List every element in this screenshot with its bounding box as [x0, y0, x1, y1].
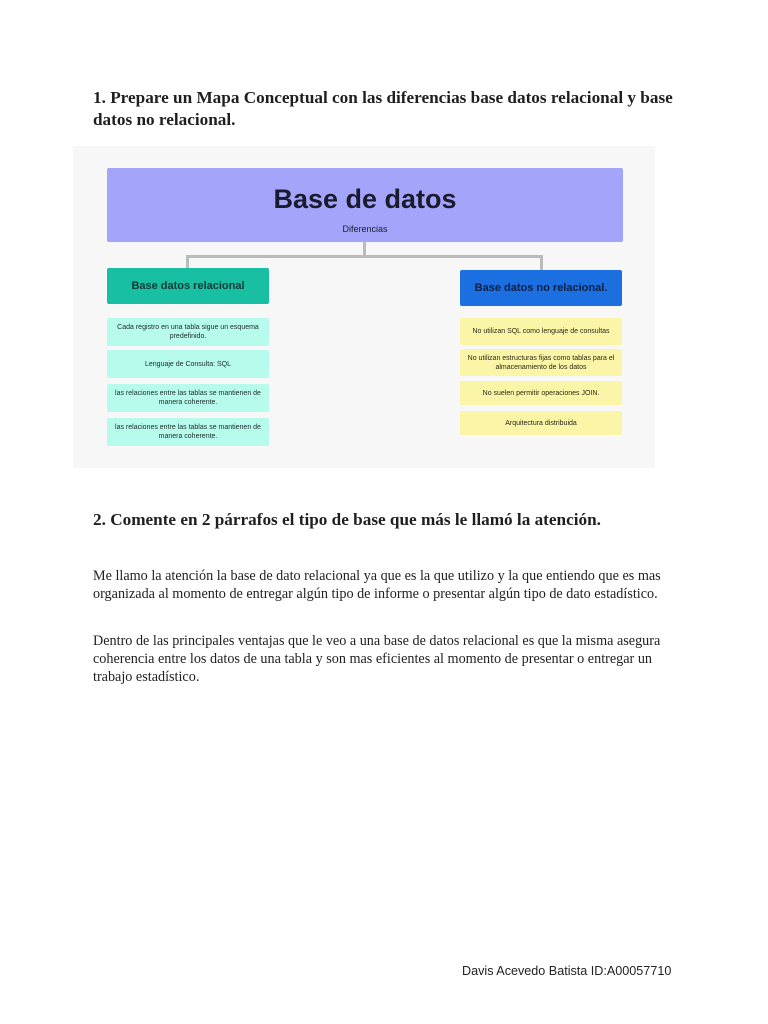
- branch-relational: Base datos relacional: [107, 268, 269, 304]
- question-2-heading: 2. Comente en 2 párrafos el tipo de base que más le llamó la atención.: [93, 510, 601, 529]
- concept-map-title: Base de datos: [273, 184, 457, 214]
- relational-item: Lenguaje de Consulta: SQL: [107, 350, 269, 378]
- non-relational-item: No utilizan estructuras fijas como tablas para el almacenamiento de los datos: [460, 349, 622, 376]
- concept-map: [73, 146, 655, 468]
- concept-map-root: [107, 168, 623, 242]
- relational-item: las relaciones entre las tablas se mantienen de manera coherente.: [107, 384, 269, 412]
- answer-paragraph-2: Dentro de las principales ventajas que le veo a una base de datos relacional es que la misma asegura coherencia entre los datos de una tabla y son mas eficientes al momento de presentar o entregar un trabajo estadístico.: [93, 633, 661, 685]
- non-relational-item: No suelen permitir operaciones JOIN.: [460, 381, 622, 405]
- connector-right-down: [540, 255, 543, 270]
- relational-item: Cada registro en una tabla sigue un esquema predefinido.: [107, 318, 269, 346]
- relational-item: las relaciones entre las tablas se mantienen de manera coherente.: [107, 418, 269, 446]
- branch-non-relational: Base datos no relacional.: [460, 270, 622, 306]
- connector-left-down: [186, 255, 189, 268]
- non-relational-item: No utilizan SQL como lenguaje de consultas: [460, 318, 622, 345]
- answer-paragraph-1: Me llamo la atención la base de dato relacional ya que es la que utilizo y la que entiendo que es mas organizada al momento de entregar algún tipo de informe o presentar algún tipo de dato estadístico.: [93, 568, 661, 602]
- footer-author-id: Davis Acevedo Batista ID:A00057710: [462, 964, 672, 978]
- concept-map-subtitle: Diferencias: [342, 224, 388, 234]
- connector-root-down: [363, 242, 366, 256]
- non-relational-item: Arquitectura distribuida: [460, 411, 622, 435]
- connector-horizontal: [186, 255, 543, 258]
- question-1-heading: 1. Prepare un Mapa Conceptual con las diferencias base datos relacional y base datos no relacional.: [93, 88, 673, 129]
